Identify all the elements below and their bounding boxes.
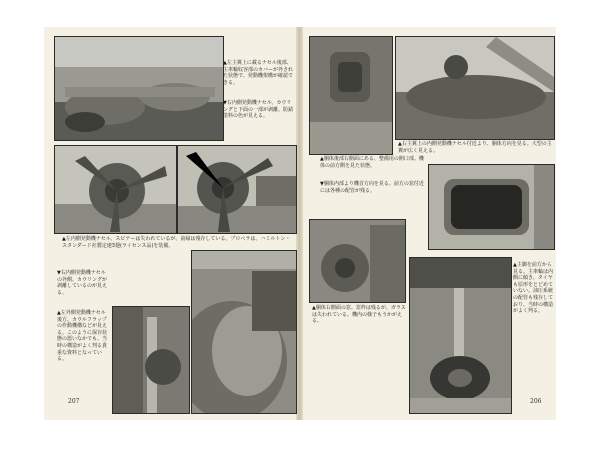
caption-left-bottom-strip: ▲左内側発動機ナセル、スピナーは失われているが、前縁は残存している。プロペラは、ハミルトン・スタンダード社製定速3翅(ライセンス品)を装備。 <box>62 236 291 249</box>
left-page-number: 207 <box>68 398 80 405</box>
photo-window <box>428 164 555 250</box>
photo-propeller-left <box>54 145 177 234</box>
caption-right-middle-left-1: ▲胴体後部右側面にある、整備用の開口部。機体の前方側を見た状態。 <box>320 156 424 169</box>
photo-fuselage-top <box>395 36 555 140</box>
right-page-number: 206 <box>530 398 542 405</box>
photo-strut <box>112 306 190 414</box>
caption-left-top-right: ▲左主翼上に載るナセル後部、主車輪収容部のカバーが外された状態で、発動機架構が確認できる。 <box>223 60 294 86</box>
caption-left-bottom-left-body: ▲左外側発動機ナセル後方、カウルフラップの作動機構などが見える。このように保存状態の悪いなかでも、当時の構造がよく判る貴重な資料となっている。 <box>57 310 108 363</box>
caption-right-bottom-right: ▲主脚を前方から見る。主車輪は内側に傾き、タイヤも原形をとどめていない。油圧系統の配管も残存しており、当時の構造がよく判る。 <box>513 262 554 315</box>
caption-left-bottom-left-title: ▼右内側発動機ナセルの外側、カウリングが剥離しているのが見える。 <box>57 270 108 296</box>
photo-landing-gear <box>409 257 512 414</box>
caption-left-middle-right: ▼右内側発動機ナセル、カウリングと下面の一部が剥離。防錆塗料の色が見える。 <box>223 100 294 120</box>
book-gutter <box>296 27 303 420</box>
caption-right-bottom-center: ▲胴体右側面の窓。窓枠は残るが、ガラスは失われている。機内の様子もうかがえる。 <box>312 305 406 325</box>
caption-right-middle-left-2: ▼胴体内部より機首方向を見る。前方の窓付近には各種の配管が残る。 <box>320 181 424 194</box>
photo-interior <box>309 219 406 303</box>
photo-propeller-right <box>177 145 297 234</box>
photo-fuselage-hatch <box>309 36 393 155</box>
caption-right-top-left: ▲右主翼上の内側発動機ナセル付近より、胴体方向を見る。大型の主翼が広く見える。 <box>398 141 552 154</box>
photo-cowling <box>191 250 297 414</box>
photo-wing-nacelles <box>54 36 224 141</box>
